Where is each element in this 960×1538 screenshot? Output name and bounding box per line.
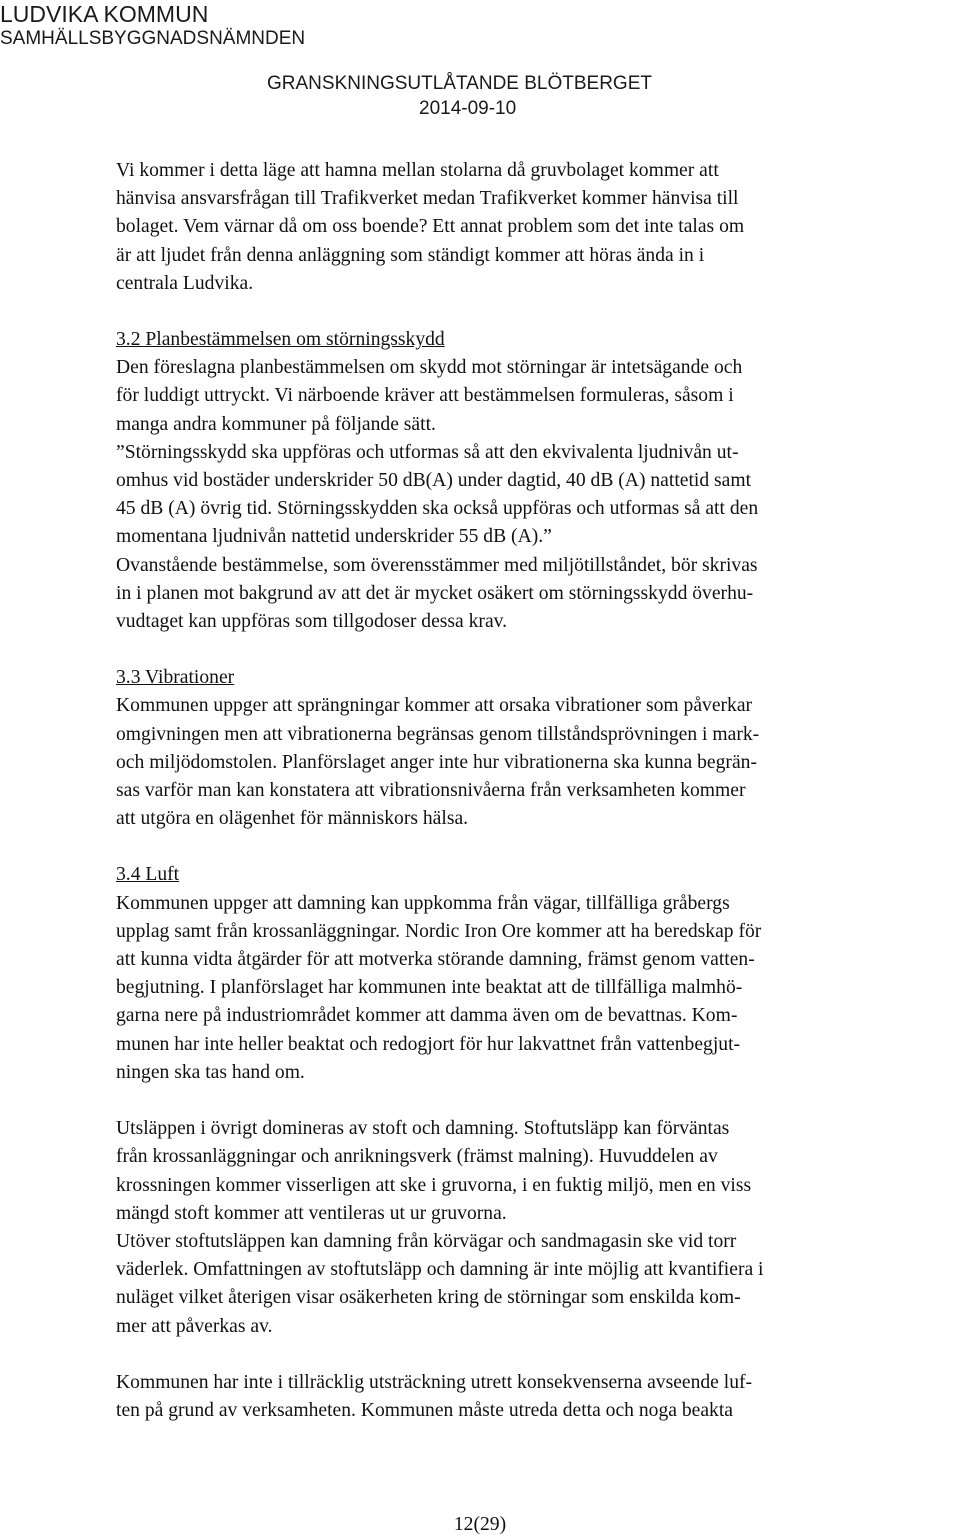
document-date: 2014-09-10: [419, 98, 517, 119]
text-line: Kommunen uppger att damning kan uppkomma från vägar, tillfälliga gråbergs: [116, 892, 730, 914]
text-line: att utgöra en olägenhet för människors hälsa.: [116, 808, 469, 830]
text-line: väderlek. Omfattningen av stoftutsläpp och damning är inte möjlig att kvantifiera i: [116, 1259, 764, 1281]
text-line: begjutning. I planförslaget har kommunen inte beaktat att de tillfälliga malmhö-: [116, 977, 743, 999]
board-name: SAMHÄLLSBYGGNADSNÄMNDEN: [0, 28, 306, 49]
text-line: momentana ljudnivån nattetid underskrider 55 dB (A).”: [116, 526, 552, 548]
text-line: munen har inte heller beaktat och redogjort för hur lakvattnet från vattenbegjut-: [116, 1033, 741, 1055]
text-line: mer att påverkas av.: [116, 1315, 273, 1337]
text-line: garna nere på industriområdet kommer att damma även om de bevattnas. Kom-: [116, 1005, 738, 1027]
text-line: hänvisa ansvarsfrågan till Trafikverket medan Trafikverket kommer hänvisa till: [116, 188, 739, 210]
text-line: ”Störningsskydd ska uppföras och utformas så att den ekvivalenta ljudnivån ut-: [116, 441, 739, 463]
text-line: manga andra kommuner på följande sätt.: [116, 413, 436, 435]
text-line: är att ljudet från denna anläggning som ständigt kommer att höras ända in i: [116, 244, 705, 266]
text-line: 45 dB (A) övrig tid. Störningsskydden ska också uppföras och utformas så att den: [116, 498, 759, 520]
organization-name: LUDVIKA KOMMUN: [0, 1, 209, 27]
text-line: att kunna vidta åtgärder för att motverka störande damning, främst genom vatten-: [116, 949, 755, 971]
text-line: bolaget. Vem värnar då om oss boende? Ett annat problem som det inte talas om: [116, 216, 745, 238]
text-line: sas varför man kan konstatera att vibrationsnivåerna från verksamheten kommer: [116, 780, 746, 802]
text-line: Utsläppen i övrigt domineras av stoft och damning. Stoftutsläpp kan förväntas: [116, 1118, 730, 1140]
text-line: upplag samt från krossanläggningar. Nordic Iron Ore kommer att ha beredskap för: [116, 920, 762, 942]
text-line: och miljödomstolen. Planförslaget anger inte hur vibrationerna ska kunna begrän-: [116, 751, 757, 773]
section-heading-3-3: 3.3 Vibrationer: [116, 667, 235, 689]
document-body: [116, 157, 916, 1425]
text-line: Kommunen uppger att sprängningar kommer att orsaka vibrationer som påverkar: [116, 695, 753, 717]
document-type: GRANSKNINGSUTLÅTANDE BLÖTBERGET: [267, 73, 652, 94]
text-line: centrala Ludvika.: [116, 272, 254, 294]
text-line: in i planen mot bakgrund av att det är mycket osäkert om störningsskydd överhu-: [116, 582, 754, 604]
text-line: Vi kommer i detta läge att hamna mellan stolarna då gruvbolaget kommer att: [116, 160, 719, 181]
section-heading-3-4: 3.4 Luft: [116, 864, 180, 886]
text-line: nuläget vilket återigen visar osäkerheten kring de störningar som enskilda kom-: [116, 1287, 741, 1309]
text-line: ningen ska tas hand om.: [116, 1061, 305, 1083]
text-line: omhus vid bostäder underskrider 50 dB(A) under dagtid, 40 dB (A) nattetid samt: [116, 470, 752, 492]
text-line: Ovanstående bestämmelse, som överensstämmer med miljötillståndet, bör skrivas: [116, 554, 758, 576]
text-line: Den föreslagna planbestämmelsen om skydd mot störningar är intetsägande och: [116, 357, 743, 379]
text-line: krossningen kommer visserligen att ske i gruvorna, i en fuktig miljö, men en viss: [116, 1174, 752, 1196]
text-line: Utöver stoftutsläppen kan damning från körvägar och sandmagasin ske vid torr: [116, 1230, 737, 1252]
text-line: vudtaget kan uppföras som tillgodoser dessa krav.: [116, 611, 508, 633]
text-line: för luddigt uttryckt. Vi närboende kräver att bestämmelsen formuleras, såsom i: [116, 385, 734, 407]
page-number: 12(29): [453, 1514, 507, 1535]
text-line: omgivningen men att vibrationerna begränsas genom tillståndsprövningen i mark-: [116, 723, 760, 745]
text-line: ten på grund av verksamheten. Kommunen måste utreda detta och noga beakta: [116, 1399, 733, 1421]
section-heading-3-2: 3.2 Planbestämmelsen om störningsskydd: [116, 329, 445, 351]
text-line: Kommunen har inte i tillräcklig utsträckning utrett konsekvenserna avseende luf-: [116, 1371, 753, 1393]
text-line: mängd stoft kommer att ventileras ut ur gruvorna.: [116, 1202, 507, 1224]
text-line: från krossanläggningar och anrikningsverk (främst malning). Huvuddelen av: [116, 1146, 718, 1168]
